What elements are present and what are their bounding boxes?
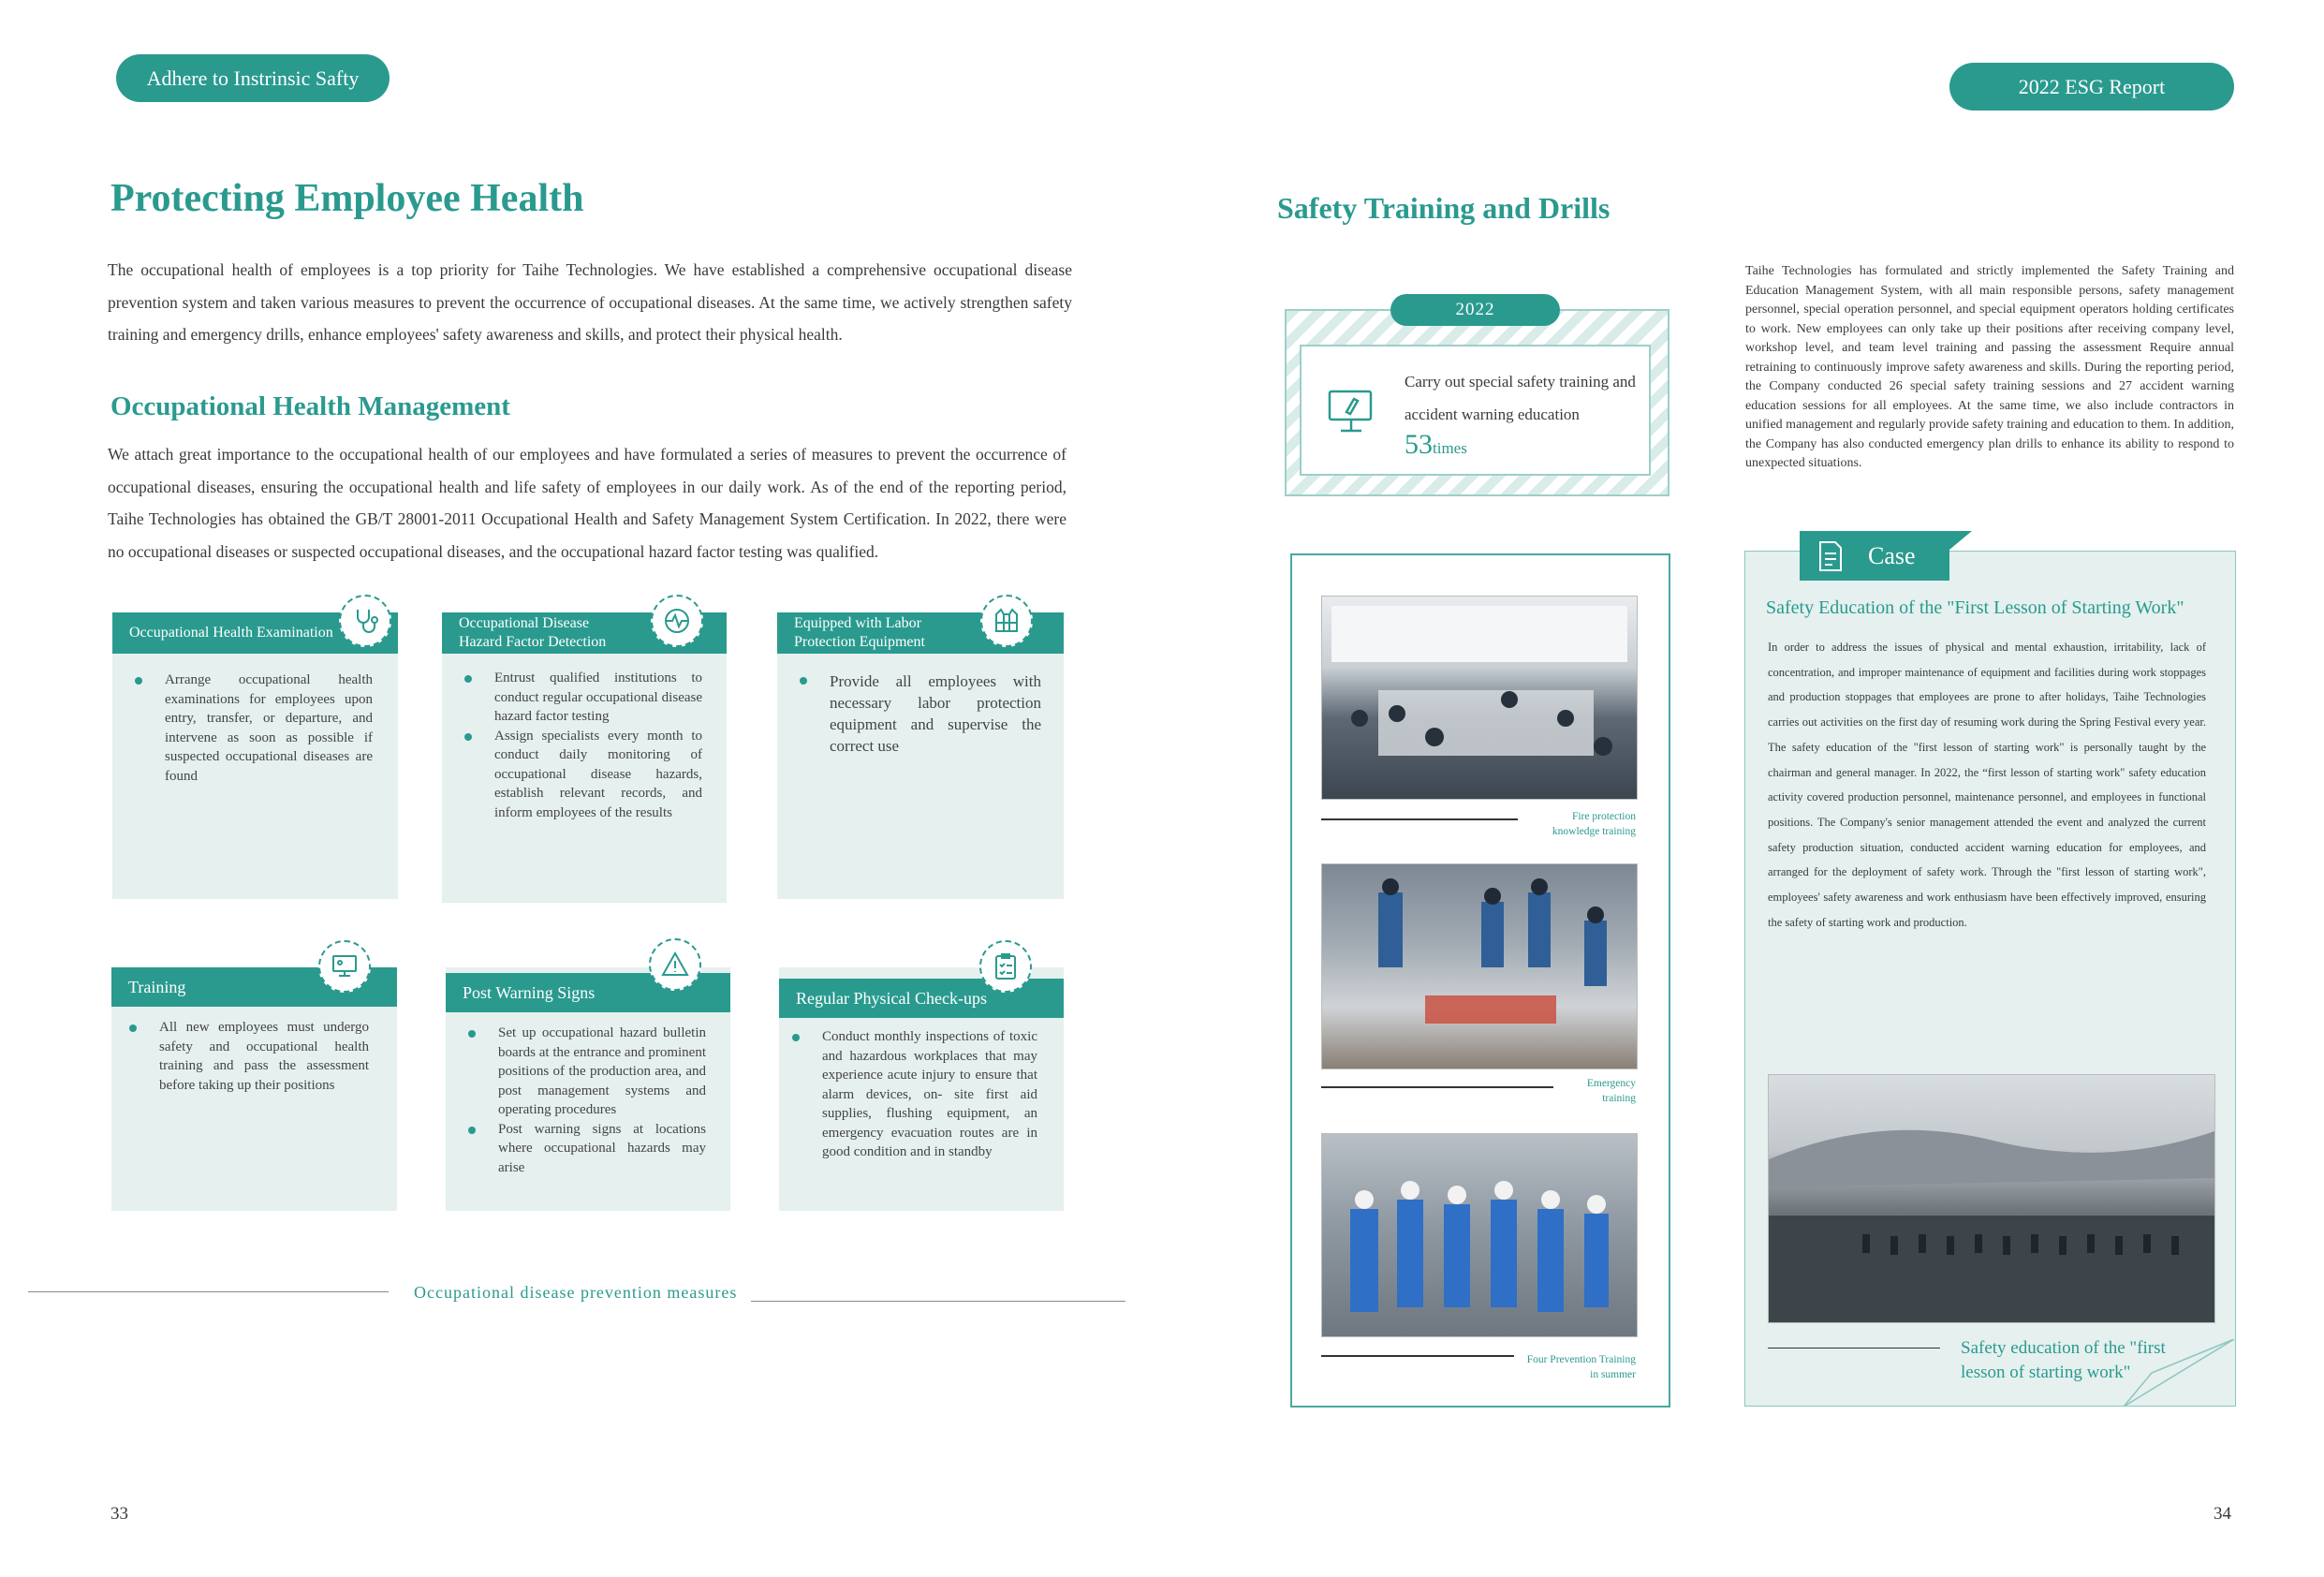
page-title: Protecting Employee Health <box>110 177 584 220</box>
page-number-left: 33 <box>110 1504 128 1524</box>
list-item: Set up occupational hazard bulletin boards at the entrance and prominent positions of the production area, and post management systems and operating procedures <box>464 1024 706 1120</box>
card-body <box>131 671 373 786</box>
caption-rule <box>1321 818 1518 820</box>
training-board-icon <box>318 940 371 993</box>
stat-year-badge: 2022 <box>1390 294 1560 326</box>
case-photo <box>1768 1074 2215 1323</box>
case-body: In order to address the issues of physical and mental exhaustion, irritability, lack of concentration, and improper maintenance of equipment and facilities during work stoppages and production stoppages that employees are prone to after holidays, Taihe Technologies carries out activities on the first day of resuming work during the Spring Festival every year. The safety education of the "first lesson of starting work" is personally taught by the chairman and general manager. In 2022, the “first lesson of starting work" safety education activity covered production personnel, maintenance personnel, and employees in functional positions. The Company's senior management attended the event and analyzed the current safety production situation, conducted accident warning education for employees, and arranged for the deployment of safety work. Through the "first lesson of starting work", employees' safety awareness and work enthusiasm have been effectively improved, ensuring the safety of starting work and production. <box>1768 641 2206 929</box>
stat-inner <box>1300 345 1651 476</box>
section-tab: Adhere to Instrinsic Safty <box>116 54 390 102</box>
case-title: Safety Education of the "First Lesson of Starting Work" <box>1766 597 2184 618</box>
card-title: Occupational Health Examination <box>129 625 333 641</box>
cards-caption: Occupational disease prevention measures <box>414 1283 738 1302</box>
list-item: Entrust qualified institutions to conduct regular occupational disease hazard factor testing <box>461 669 702 727</box>
card-body <box>464 1024 706 1177</box>
card-physical-checkups <box>779 967 1064 1211</box>
card-title: Occupational Disease Hazard Factor Detection <box>459 615 607 650</box>
card-title: Equipped with Labor Protection Equipment <box>794 615 925 650</box>
card-title: Post Warning Signs <box>463 983 596 1002</box>
card-body <box>461 669 702 822</box>
card-training <box>111 967 397 1211</box>
photo-summer-training <box>1321 1133 1638 1337</box>
divider-left <box>28 1291 389 1292</box>
case-caption-rule <box>1768 1348 1940 1349</box>
stat-value <box>1405 429 1467 461</box>
stethoscope-icon <box>339 595 391 647</box>
report-tab: 2022 ESG Report <box>1949 63 2234 111</box>
case-label <box>1800 531 1949 581</box>
stat-text: Carry out special safety training and accident warning education <box>1405 373 1636 423</box>
caption-rule <box>1321 1355 1514 1357</box>
list-item: All new employees must undergo safety and occupational health training and pass the assessment before taking up their positions <box>125 1018 369 1095</box>
card-hazard-detection <box>442 612 727 903</box>
monitor-wave-icon <box>651 595 703 647</box>
stat-unit: times <box>1433 439 1467 457</box>
list-item: Assign specialists every month to conduct daily monitoring of occupational disease hazards, establish relevant records, and inform employees of the results <box>461 727 702 823</box>
caption-rule <box>1321 1086 1553 1088</box>
intro-paragraph: The occupational health of employees is a top priority for Taihe Technologies. We have established a comprehensive occupational disease prevention system and taken various measures to prevent the occurrence of occupational diseases. At the same time, we actively strengthen safety training and emergency drills, enhance employees' safety awareness and skills, and protect their physical health. <box>108 260 1072 344</box>
divider-right <box>751 1301 1125 1302</box>
case-label-text: Case <box>1868 542 1916 569</box>
safety-vest-icon <box>980 595 1033 647</box>
list-item: Provide all employees with necessary labor protection equipment and supervise the correct use <box>796 671 1041 757</box>
list-item: Post warning signs at locations where occupational hazards may arise <box>464 1120 706 1178</box>
card-title: Regular Physical Check-ups <box>796 989 987 1008</box>
card-labor-protection <box>777 612 1064 899</box>
stat-icon <box>1326 388 1376 441</box>
stat-box <box>1285 309 1669 496</box>
list-item: Conduct monthly inspections of toxic and hazardous workplaces that may experience acute injury to ensure that alarm devices, on- site first aid supplies, flushing equipment, an emergency evacuation routes are in good condition and in standby <box>788 1027 1037 1162</box>
photo-fire-training <box>1321 596 1638 800</box>
right-body-paragraph: Taihe Technologies has formulated and strictly implemented the Safety Training and Education Management System, with all main responsible persons, safety management personnel, special operation personnel, and special equipment operators holding certificates to work. New employees can only take up their positions after receiving company level, workshop level, and team level training and passing the assessment Require annual retraining to continuously improve safety awareness and skills. During the reporting period, the Company conducted 26 special safety training sessions and 27 accident warning education sessions for all employees. At the same time, we also include contractors in unified management and regularly provide safety training and education to them. In addition, the Company has also conducted emergency plan drills to enhance its ability to respond to unexpected situations. <box>1745 264 2234 470</box>
body-paragraph: We attach great importance to the occupational health of our employees and have formulated a series of measures to prevent the occurrence of occupational diseases, ensuring the occupational health and life safety of employees in our daily work. As of the end of the reporting period, Taihe Technologies has obtained the GB/T 28001-2011 Occupational Health and Safety Management System Certification. In 2022, there were no occupational diseases or suspected occupational diseases, and the occupational hazard factor testing was qualified. <box>108 445 1066 561</box>
case-fold-corner <box>2124 1339 2236 1411</box>
case-label-tail <box>1949 531 1972 550</box>
card-body <box>796 671 1041 757</box>
section-subtitle: Occupational Health Management <box>110 391 510 421</box>
stat-number: 53 <box>1405 429 1433 460</box>
card-title: Training <box>128 978 186 996</box>
card-health-examination <box>112 612 398 899</box>
clipboard-check-icon <box>979 940 1032 993</box>
photo-caption: Fire protection knowledge training <box>1552 811 1636 837</box>
card-body <box>788 1027 1037 1162</box>
page-number-right: 34 <box>2214 1504 2231 1524</box>
photo-emergency-training <box>1321 863 1638 1069</box>
document-icon <box>1817 540 1845 577</box>
photo-caption: Four Prevention Training in summer <box>1526 1354 1636 1380</box>
right-title: Safety Training and Drills <box>1277 191 1611 225</box>
warning-triangle-icon <box>649 938 701 991</box>
card-warning-signs <box>446 967 730 1211</box>
case-photo-caption: Safety education of the "first lesson of starting work" <box>1961 1338 2166 1382</box>
list-item: Arrange occupational health examinations for employees upon entry, transfer, or departure, and intervene as soon as possible if suspected occupational diseases are found <box>131 671 373 786</box>
photo-caption: Emergency training <box>1586 1078 1636 1104</box>
card-body <box>125 1018 369 1095</box>
